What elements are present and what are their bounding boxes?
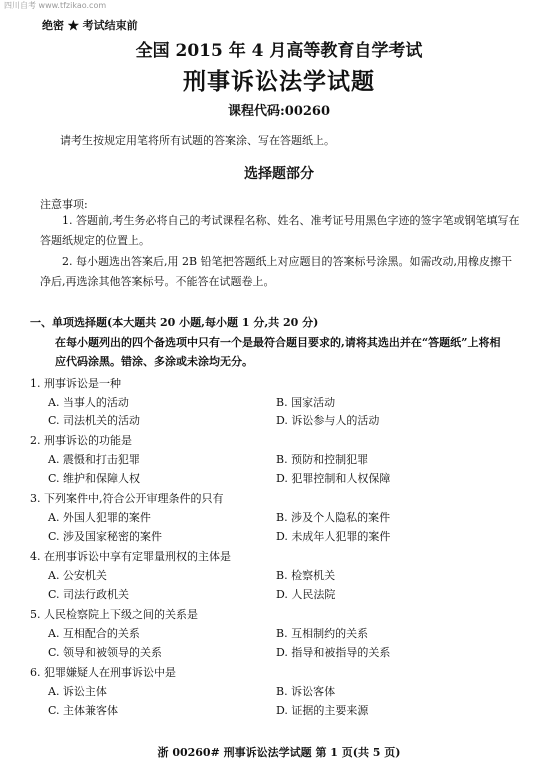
option-d: D. 犯罪控制和人权保障 <box>276 472 391 485</box>
option-d: D. 人民法院 <box>276 588 336 601</box>
option-b: B. 预防和控制犯罪 <box>276 453 369 466</box>
part-instruction: 在每小题列出的四个备选项中只有一个是最符合题目要求的,请将其选出并在“答题纸”上将相应代码涂黑。错涂、多涂或未涂均无分。 <box>55 336 501 368</box>
site-watermark: 四川自考 www.tfzikao.com <box>4 1 107 10</box>
question-stem: 2. 刑事诉讼的功能是 <box>30 434 132 447</box>
option-a: A. 公安机关 <box>48 569 107 582</box>
note-item-1: 1. 答题前,考生务必将自己的考试课程名称、姓名、准考证号用黑色字迹的签字笔或钢笔填写在答题纸规定的位置上。 <box>40 214 520 247</box>
option-c: C. 主体兼客体 <box>48 704 119 717</box>
notes-heading: 注意事项: <box>40 198 88 211</box>
question-stem: 4. 在刑事诉讼中享有定罪量刑权的主体是 <box>30 550 231 563</box>
option-c: C. 司法行政机关 <box>48 588 130 601</box>
option-c: C. 司法机关的活动 <box>48 414 141 427</box>
option-a: A. 互相配合的关系 <box>48 627 140 640</box>
question-stem: 1. 刑事诉讼是一种 <box>30 377 121 390</box>
exam-title: 全国 2015 年 4 月高等教育自学考试 <box>135 41 423 61</box>
page-footer: 浙 00260# 刑事诉讼法学试题 第 1 页(共 5 页) <box>157 746 401 759</box>
option-d: D. 未成年人犯罪的案件 <box>276 530 391 543</box>
question-stem: 5. 人民检察院上下级之间的关系是 <box>30 608 198 621</box>
part-heading: 一、单项选择题(本大题共 20 小题,每小题 1 分,共 20 分) <box>30 316 319 329</box>
option-d: D. 诉讼参与人的活动 <box>276 414 380 427</box>
option-b: B. 检察机关 <box>276 569 336 582</box>
option-c: C. 维护和保障人权 <box>48 472 141 485</box>
option-a: A. 外国人犯罪的案件 <box>48 511 151 524</box>
option-c: C. 领导和被领导的关系 <box>48 646 163 659</box>
option-b: B. 涉及个人隐私的案件 <box>276 511 391 524</box>
course-code: 课程代码:00260 <box>227 104 331 119</box>
option-a: A. 诉讼主体 <box>48 685 107 698</box>
option-d: D. 证据的主要来源 <box>276 704 369 717</box>
subject-title: 刑事诉讼法学试题 <box>183 68 375 95</box>
section-title: 选择题部分 <box>244 166 314 182</box>
option-b: B. 诉讼客体 <box>276 685 336 698</box>
note-item-2: 2. 每小题选出答案后,用 2B 铅笔把答题纸上对应题目的答案标号涂黑。如需改动,用橡皮擦干净后,再选涂其他答案标号。不能答在试题卷上。 <box>40 255 513 288</box>
option-b: B. 国家活动 <box>276 396 336 409</box>
option-c: C. 涉及国家秘密的案件 <box>48 530 163 543</box>
option-d: D. 指导和被指导的关系 <box>276 646 391 659</box>
confidential-mark: 绝密 ★ 考试结束前 <box>42 19 138 32</box>
option-a: A. 震慑和打击犯罪 <box>48 453 140 466</box>
answer-instruction: 请考生按规定用笔将所有试题的答案涂、写在答题纸上。 <box>60 134 335 147</box>
question-stem: 3. 下列案件中,符合公开审理条件的只有 <box>30 492 224 505</box>
option-b: B. 互相制约的关系 <box>276 627 369 640</box>
question-stem: 6. 犯罪嫌疑人在刑事诉讼中是 <box>30 666 176 679</box>
option-a: A. 当事人的活动 <box>48 396 129 409</box>
